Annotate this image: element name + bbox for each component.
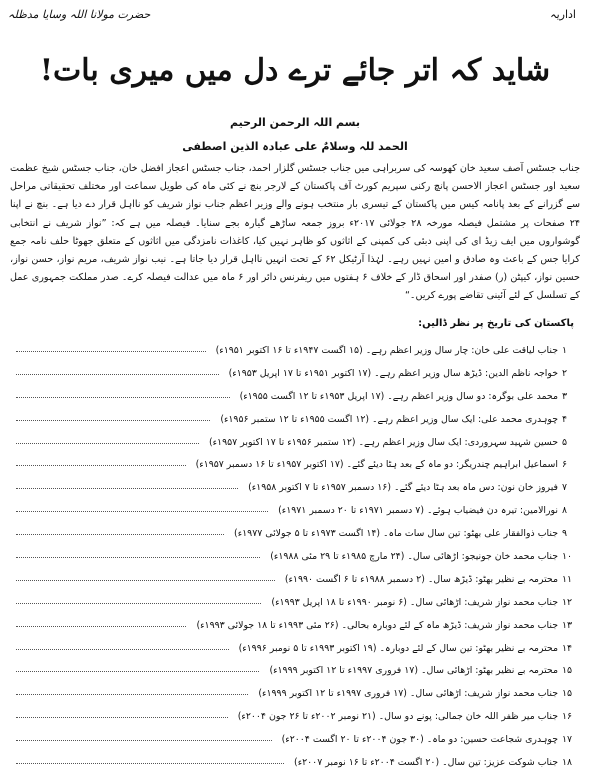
list-item-text: جناب ذوالفقار علی بھٹو: تین سال سات ماہ۔ (۱۴ اگست ۱۹۷۳ء تا ۵ جولائی ۱۹۷۷ء) <box>234 528 558 540</box>
list-item-number: ۱۴ <box>562 642 573 654</box>
list-item <box>10 500 580 523</box>
dotted-leader <box>16 603 261 604</box>
dotted-leader <box>16 397 230 398</box>
dotted-leader <box>16 374 219 375</box>
dotted-leader <box>16 420 210 421</box>
list-item-text: جناب شوکت عزیز: تین سال۔ (۲۰ اگست ۲۰۰۴ء تا ۱۶ نومبر ۲۰۰۷ء) <box>294 757 558 769</box>
list-item <box>10 386 580 409</box>
dotted-leader <box>16 534 224 535</box>
list-item-number: ۱ <box>562 345 568 356</box>
list-item-text: چوہدری شجاعت حسین: دو ماہ۔ (۳۰ جون ۲۰۰۴ء تا ۲۰ اگست ۲۰۰۴ء) <box>281 734 558 746</box>
list-item <box>10 523 580 546</box>
list-item-number: ۴ <box>562 413 568 425</box>
dotted-leader <box>16 351 206 352</box>
dotted-leader <box>16 740 272 741</box>
list-item-text: جناب میر ظفر اللہ خان جمالی: پونے دو سال۔ (۲۱ نومبر ۲۰۰۲ء تا ۲۶ جون ۲۰۰۴ء) <box>237 711 558 723</box>
dotted-leader <box>16 671 259 672</box>
list-item-text: محمد علی بوگرہ: دو سال وزیر اعظم رہے۔ (۱۷ اپریل ۱۹۵۳ء تا ۱۲ اگست ۱۹۵۵ء) <box>239 390 558 402</box>
editorial-title: شاید کہ اتر جائے ترے دل میں میری بات! <box>39 53 551 88</box>
list-item <box>10 592 580 615</box>
hamd-line: الحمد للہ وسلامٌ علی عبادہ الذین اصطفی <box>182 140 408 153</box>
list-item <box>10 660 580 683</box>
dotted-leader <box>16 580 275 581</box>
list-item-number: ۱۵ <box>562 688 573 700</box>
list-item <box>10 432 580 455</box>
list-item-text: خواجہ ناظم الدین: ڈیڑھ سال وزیر اعظم رہے۔ (۱۷ اکتوبر ۱۹۵۱ء تا ۱۷ اپریل ۱۹۵۳ء) <box>228 367 558 379</box>
list-item-text: اسماعیل ابراہیم چندریگر: دو ماہ کے بعد ہٹا دیئے گئے۔ (۱۷ اکتوبر ۱۹۵۷ء تا ۱۶ دسمبر ۱۹۵۷ء) <box>195 459 558 471</box>
list-item <box>10 683 580 706</box>
list-item <box>10 454 580 477</box>
list-item <box>10 477 580 500</box>
dotted-leader <box>16 649 229 650</box>
list-item <box>10 569 580 592</box>
list-item-text: حسین شہید سہروردی: ایک سال وزیر اعظم رہے۔ (۱۲ ستمبر ۱۹۵۶ء تا ۱۷ اکتوبر ۱۹۵۷ء) <box>208 436 558 448</box>
author-header: حضرت مولانا اللہ وسایا مدظلہ <box>8 8 151 21</box>
list-item-text: جناب محمد نواز شریف: ڈیڑھ ماہ کے لئے دوبارہ بحالی۔ (۲۶ مئی ۱۹۹۳ء تا ۱۸ جولائی ۱۹۹۳ء) <box>196 619 558 631</box>
dotted-leader <box>16 626 186 627</box>
intro-paragraph: جناب جسٹس آصف سعید خان کھوسہ کی سربراہی میں جناب جسٹس گلزار احمد، جناب جسٹس اعجاز افضل خان، جناب جسٹس شیخ عظمت سعید اور جسٹس اعجاز الاحسن پانچ رکنی سپریم کورٹ آف پاکستان کے لارجر بنچ نے کئی ماہ کی طویل سماعت اور مختلف تحقیقاتی مراحل سے گزرانے کے بعد پانامہ کیس میں پاکستان کے تیسری بار منتخب ہونے والے وزیر اعظم جناب نواز شریف کو نااہل قرار دے دیا ہے۔ بنچ نے اپنا ۲۴ صفحات پر مشتمل فیصلہ مورخہ ۲۸ جولائی ۲۰۱۷ء بروز جمعہ ساڑھے گیارہ بجے سنایا۔ فیصلہ میں ہے کہ: ”نواز شریف نے انتخابی گوشواروں میں ایف زیڈ ای کی اپنی دبئی کی کمپنی کے اثاثوں کو ظاہر نہیں کیا، کاغذات نامزدگی میں اثاثوں کے متعلق جھوٹا حلف نامہ جمع کرایا جس کے باعث وہ صادق و امین نہیں رہے۔ لہٰذا آرٹیکل ۶۲ کے تحت انہیں نااہل قرار دیا جاتا ہے۔ نیب نواز شریف، مریم نواز، حسن نواز، حسین نواز، کیپٹن (ر) صفدر اور اسحاق ڈار کے خلاف ۶ ہفتوں میں ریفرنس دائر اور ۶ ماہ میں عدالت فیصلہ کرے۔ صدر مملکت جمہوری عمل کے تسلسل کے لئے آئینی تقاضے پورے کریں۔“ <box>10 163 580 302</box>
list-item-number: ۱۲ <box>562 596 573 608</box>
dotted-leader <box>16 511 268 512</box>
list-item <box>10 615 580 638</box>
list-item-text: نورالامین: تیرہ دن فیضیاب ہوئے۔ (۷ دسمبر ۱۹۷۱ء تا ۲۰ دسمبر ۱۹۷۱ء) <box>278 505 558 517</box>
dotted-leader <box>16 557 260 558</box>
dotted-leader <box>16 443 199 444</box>
list-item-number: ۱۸ <box>562 757 573 769</box>
section-header: اداریہ <box>550 8 576 21</box>
list-item-text: چوہدری محمد علی: ایک سال وزیر اعظم رہے۔ (۱۲ اگست ۱۹۵۵ء تا ۱۲ ستمبر ۱۹۵۶ء) <box>220 413 558 425</box>
list-item-number: ۲ <box>562 367 568 379</box>
list-item <box>10 729 580 752</box>
list-item-number: ۱۳ <box>562 619 573 631</box>
list-item <box>10 638 580 661</box>
list-item-text: جناب محمد خان جونیجو: اڑھائی سال۔ (۲۴ مارچ ۱۹۸۵ء تا ۲۹ مئی ۱۹۸۸ء) <box>270 551 558 563</box>
list-item-number: ۱۵ <box>562 665 573 677</box>
list-item-number: ۷ <box>562 482 568 494</box>
list-item <box>10 546 580 569</box>
list-item-number: ۵ <box>562 436 568 448</box>
list-item <box>10 340 580 363</box>
list-item <box>10 363 580 386</box>
list-item-text: جناب لیاقت علی خان: چار سال وزیر اعظم رہے۔ (۱۵ اگست ۱۹۴۷ء تا ۱۶ اکتوبر ۱۹۵۱ء) <box>215 345 558 356</box>
dotted-leader <box>16 488 238 489</box>
list-item-text: جناب محمد نواز شریف: اڑھائی سال۔ (۶ نومبر ۱۹۹۰ء تا ۱۸ اپریل ۱۹۹۳ء) <box>271 596 558 608</box>
list-item-text: فیروز خان نون: دس ماہ بعد ہٹا دیئے گئے۔ (۱۶ دسمبر ۱۹۵۷ء تا ۷ اکتوبر ۱۹۵۸ء) <box>248 482 558 494</box>
list-item-text: محترمہ بے نظیر بھٹو: اڑھائی سال۔ (۱۷ فروری ۱۹۹۷ء تا ۱۲ اکتوبر ۱۹۹۹ء) <box>269 665 558 677</box>
list-item-number: ۱۰ <box>562 551 573 563</box>
dotted-leader <box>16 763 284 764</box>
prime-minister-list <box>10 340 580 775</box>
dotted-leader <box>16 694 248 695</box>
list-item <box>10 706 580 729</box>
list-item-number: ۸ <box>562 505 568 517</box>
dotted-leader <box>16 465 186 466</box>
list-item-text: محترمہ بے نظیر بھٹو: تین سال کے لئے دوبارہ۔ (۱۹ اکتوبر ۱۹۹۳ء تا ۵ نومبر ۱۹۹۶ء) <box>238 642 558 654</box>
list-heading: پاکستان کی تاریخ پر نظر ڈالیں: <box>418 318 574 329</box>
list-item-text: جناب محمد نواز شریف: اڑھائی سال۔ (۱۷ فروری ۱۹۹۷ء تا ۱۲ اکتوبر ۱۹۹۹ء) <box>258 688 558 700</box>
list-item-number: ۱۷ <box>562 734 573 746</box>
bismillah: بسم اللہ الرحمن الرحیم <box>229 116 360 129</box>
list-item-number: ۱۱ <box>562 573 573 585</box>
dotted-leader <box>16 717 228 718</box>
list-item-number: ۹ <box>562 528 568 540</box>
list-item-number: ۱۶ <box>562 711 573 723</box>
list-item-text: محترمہ بے نظیر بھٹو: ڈیڑھ سال۔ (۲ دسمبر ۱۹۸۸ء تا ۶ اگست ۱۹۹۰ء) <box>284 573 558 585</box>
list-item-number: ۳ <box>562 390 568 402</box>
list-item <box>10 752 580 775</box>
list-item <box>10 409 580 432</box>
list-item-number: ۶ <box>562 459 568 471</box>
